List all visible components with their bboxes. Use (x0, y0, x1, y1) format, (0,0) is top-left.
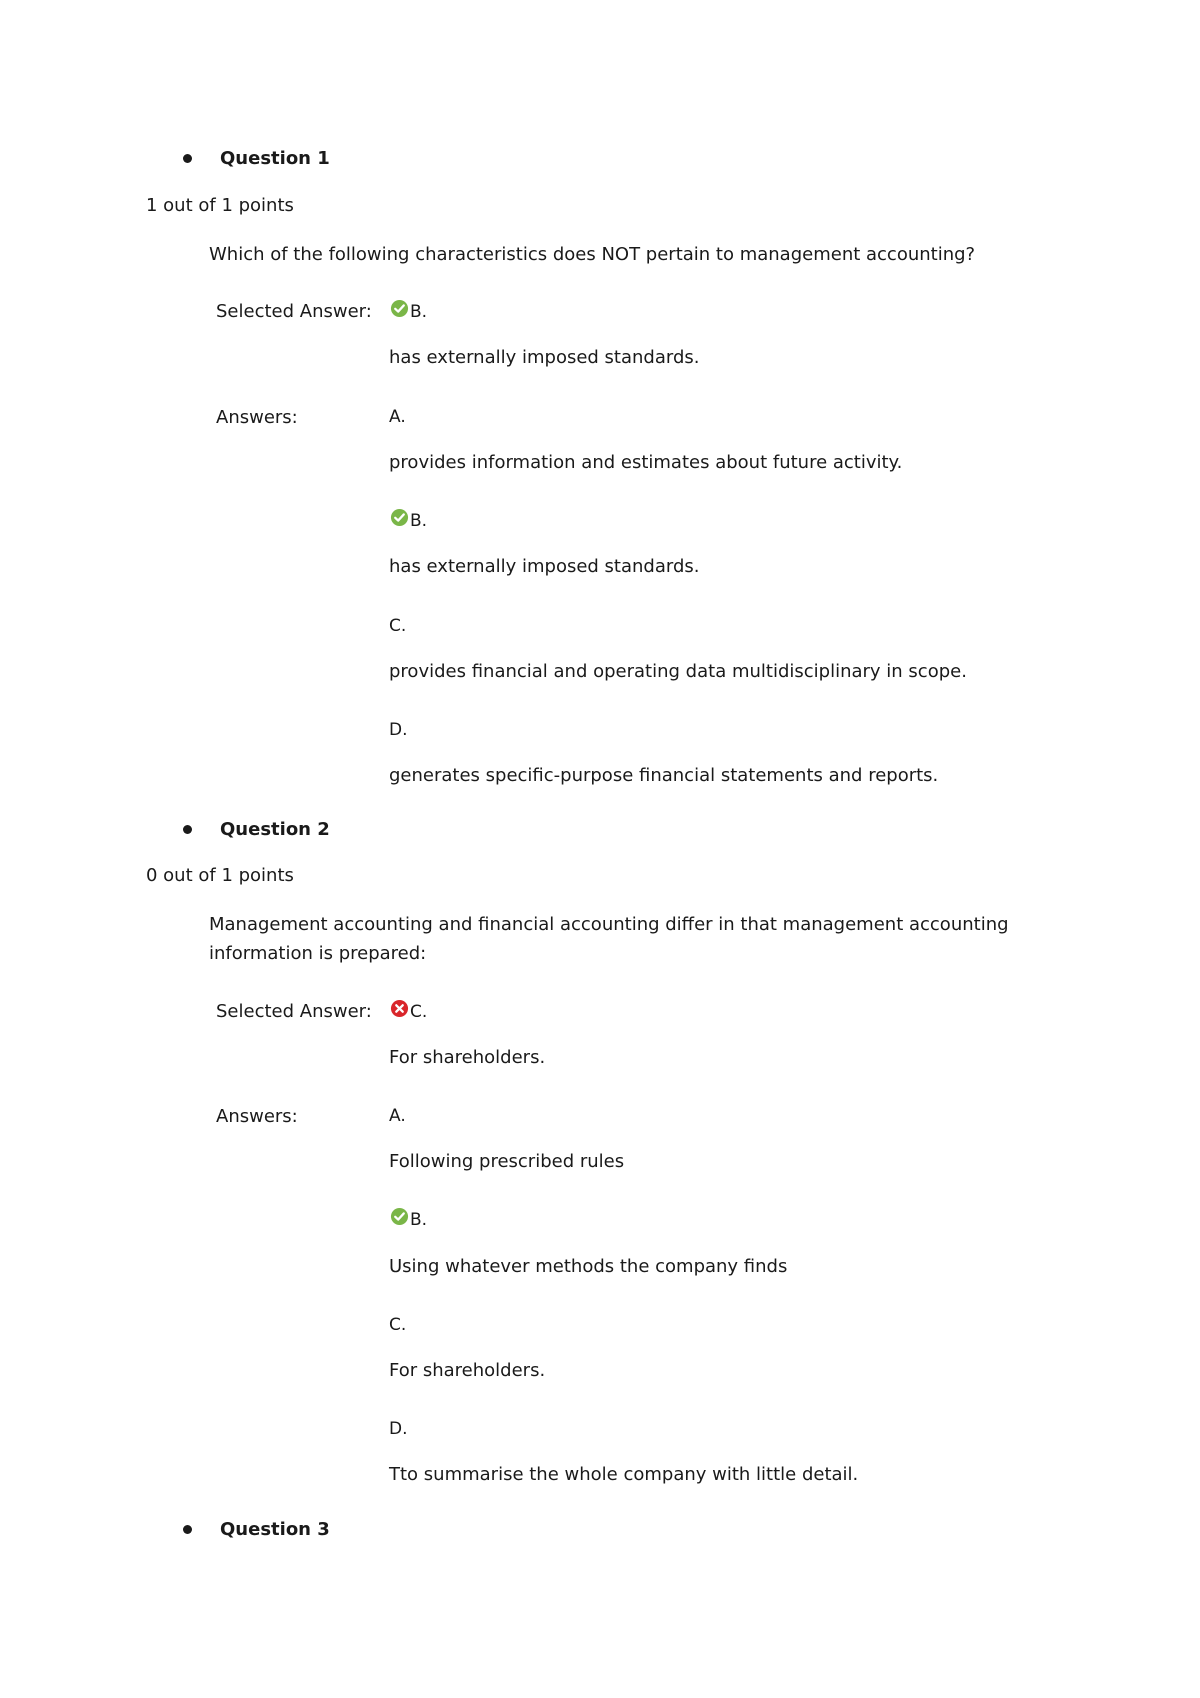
bullet-icon (183, 825, 192, 834)
selected-answer-letter: C. (410, 1002, 428, 1022)
answers-label: Answers: (216, 407, 298, 428)
answer-text: For shareholders. (389, 1360, 546, 1381)
question-points: 0 out of 1 points (146, 865, 294, 886)
check-circle-icon (390, 508, 409, 527)
answer-letter: C. (389, 1315, 407, 1335)
bullet-icon (183, 1525, 192, 1534)
check-circle-icon (390, 299, 409, 318)
answer-text: provides financial and operating data multidisciplinary in scope. (389, 661, 967, 682)
check-circle-icon (390, 1207, 409, 1226)
answers-label: Answers: (216, 1106, 298, 1127)
answer-letter: B. (410, 1210, 428, 1230)
answer-letter: C. (389, 616, 407, 636)
bullet-icon (183, 154, 192, 163)
question-points: 1 out of 1 points (146, 195, 294, 216)
question-title: Question 2 (220, 819, 330, 840)
selected-answer-text: For shareholders. (389, 1047, 546, 1068)
answer-letter: D. (389, 720, 408, 740)
question-prompt-line-1: Management accounting and financial accounting differ in that management accounting (209, 914, 1009, 935)
answer-text: Using whatever methods the company finds (389, 1256, 788, 1277)
question-prompt: Which of the following characteristics does NOT pertain to management accounting? (209, 244, 976, 265)
selected-answer-label: Selected Answer: (216, 301, 372, 322)
selected-answer-text: has externally imposed standards. (389, 347, 700, 368)
x-circle-icon (390, 999, 409, 1018)
answer-text: has externally imposed standards. (389, 556, 700, 577)
question-title: Question 1 (220, 148, 330, 169)
question-title: Question 3 (220, 1519, 330, 1540)
answer-letter: D. (389, 1419, 408, 1439)
answer-text: provides information and estimates about future activity. (389, 452, 903, 473)
answer-text: Tto summarise the whole company with little detail. (389, 1464, 859, 1485)
answer-letter: A. (389, 407, 406, 427)
answer-letter: A. (389, 1106, 406, 1126)
answer-text: generates specific-purpose financial statements and reports. (389, 765, 939, 786)
answer-letter: B. (410, 511, 428, 531)
question-prompt-line-2: information is prepared: (209, 943, 427, 964)
answer-text: Following prescribed rules (389, 1151, 625, 1172)
selected-answer-letter: B. (410, 302, 428, 322)
selected-answer-label: Selected Answer: (216, 1001, 372, 1022)
